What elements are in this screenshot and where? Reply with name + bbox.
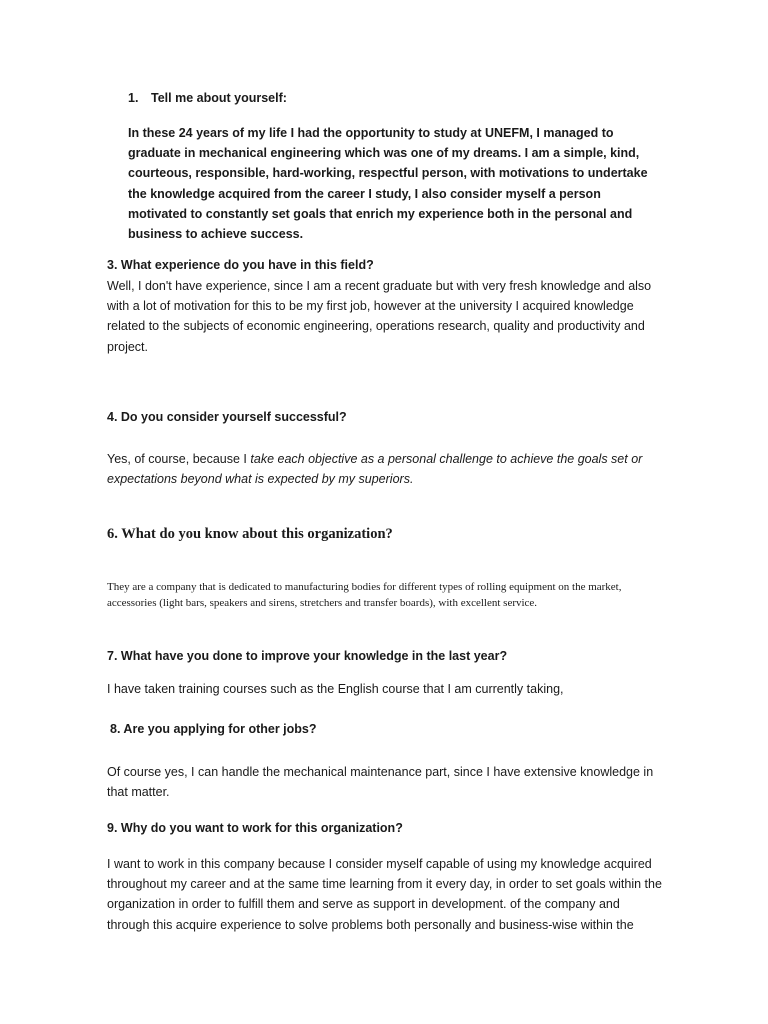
- question-1-number: 1.: [128, 91, 139, 105]
- answer-3: Well, I don't have experience, since I am a recent graduate but with very fresh knowledge and also with a lot of motivation for this to be my first job, however at the university I acquired knowledge related to the subjects of economic engineering, operations research, quality and productivity and project.: [107, 279, 652, 354]
- answer-4: [107, 450, 663, 489]
- question-6-heading: 6. What do you know about this organization?: [107, 526, 393, 542]
- question-1-heading: [128, 91, 287, 105]
- answer-9: I want to work in this company because I consider myself capable of using my knowledge acquired throughout my career and at the same time learning from it every day, in order to set goals within the organization in order to fulfill them and serve as support in development. of the company and through this acquire experience to solve problems both personally and business-wise within the: [107, 857, 662, 932]
- answer-8: Of course yes, I can handle the mechanical maintenance part, since I have extensive knowledge in that matter.: [107, 765, 654, 800]
- question-1-text: Tell me about yourself:: [151, 91, 287, 105]
- answer-4-prefix: Yes, of course, because I: [107, 452, 251, 466]
- question-9-heading: 9. Why do you want to work for this organization?: [107, 821, 403, 835]
- question-7-heading: 7. What have you done to improve your knowledge in the last year?: [107, 649, 508, 663]
- answer-1: In these 24 years of my life I had the opportunity to study at UNEFM, I managed to graduate in mechanical engineering which was one of my dreams. I am a simple, kind, courteous, responsible, hard-working, respectful person, with motivations to undertake the knowledge acquired from the career I study, I also consider myself a person motivated to constantly set goals that enrich my experience both in the personal and business to achieve success.: [128, 126, 648, 242]
- answer-7: I have taken training courses such as the English course that I am currently taking,: [107, 682, 564, 696]
- answer-4-italic: take each objective as a personal challenge to achieve the goals set or expectations beyond what is expected by my superiors.: [107, 452, 643, 486]
- question-3-heading: 3. What experience do you have in this field?: [107, 258, 374, 272]
- question-8-heading: 8. Are you applying for other jobs?: [110, 722, 317, 736]
- answer-6: They are a company that is dedicated to manufacturing bodies for different types of rolling equipment on the market, accessories (light bars, speakers and sirens, stretchers and transfer boards), with excellent service.: [107, 581, 622, 609]
- question-4-heading: 4. Do you consider yourself successful?: [107, 410, 347, 424]
